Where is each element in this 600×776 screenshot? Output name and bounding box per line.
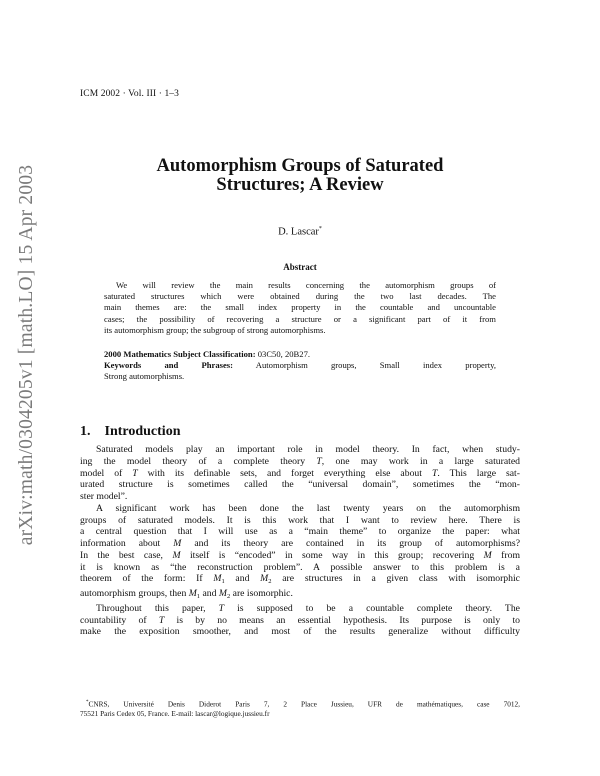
body-line: Saturated models play an important role in model theory. In fact, when study- <box>96 444 520 455</box>
msc-line <box>104 349 496 360</box>
keywords-line <box>104 360 496 371</box>
abstract-line: We will review the main results concerning the automorphism groups of <box>116 280 496 290</box>
footnote <box>80 698 520 719</box>
abstract-line: cases; the possibility of recovering a structure or a significant part of it from <box>104 313 496 324</box>
abstract-heading: Abstract <box>283 262 317 272</box>
body-line: model of T with its definable sets, and forget everything else about T. This large sat- <box>80 467 520 479</box>
abstract-line: its automorphism group; the subgroup of strong automorphisms. <box>104 324 326 335</box>
body-line: ing the model theory of a complete theory T, one may work in a large saturated <box>80 455 520 467</box>
paper-title <box>0 157 600 195</box>
keywords-value: Automorphism groups, Small index property, <box>255 360 496 371</box>
body-line: ster model”. <box>80 491 128 502</box>
arxiv-sidebar <box>12 160 42 550</box>
body-line: make the exposition smoother, and most of the results generalize without difficulty <box>80 626 520 638</box>
body-line: a central question that I will use as a “main theme” to organize the paper: what <box>80 526 520 538</box>
body-line: urated structure is sometimes called the “universal domain”, sometimes the “mon- <box>80 479 520 491</box>
section-number: 1. <box>80 424 91 439</box>
abstract-line: saturated structures which were obtained during the two last decades. The <box>104 291 496 302</box>
msc-label: 2000 Mathematics Subject Classification: <box>104 349 256 359</box>
abstract-line: main themes are: the small index property in the countable and uncountable <box>104 302 496 313</box>
abstract-text <box>104 280 496 336</box>
journal-header: ICM 2002 · Vol. III · 1–3 <box>80 89 179 99</box>
body-line: information about M and its theory are contained in its group of automorphisms? <box>80 538 520 549</box>
body-line: A significant work has been done the last twenty years on the automorphism <box>96 502 520 514</box>
body-line: it is known as “the reconstruction problem”. A possible answer to this problem is a <box>80 561 520 573</box>
footnote-mark: * <box>86 700 89 705</box>
title-line-2: Structures; A Review <box>216 175 384 195</box>
body-line: theorem of the form: If $M_1$ and $M_2$ are structures in a given class with isomorphic <box>80 573 520 586</box>
section-heading <box>80 424 180 440</box>
arxiv-identifier: arXiv:math/0304205v1 [math.LO] 15 Apr 2003 <box>16 164 37 546</box>
author <box>0 226 600 238</box>
body-line: Throughout this paper, T is supposed to be a countable complete theory. The <box>96 602 520 614</box>
keywords-line-2: Strong automorphisms. <box>104 371 185 382</box>
author-name: D. Lascar <box>278 226 319 238</box>
section-title: Introduction <box>104 424 181 439</box>
msc-value: 03C50, 20B27. <box>257 349 311 359</box>
title-line-1: Automorphism Groups of Saturated <box>156 156 444 176</box>
paper-metadata <box>104 349 496 383</box>
body-text <box>80 444 520 638</box>
footnote-line: 75521 Paris Cedex 05, France. E-mail: lascar@logique.jussieu.fr <box>80 709 270 719</box>
body-line: groups of saturated models. It is this work that I want to review here. There is <box>80 514 520 526</box>
author-footnote-mark: * <box>318 226 322 232</box>
body-line: automorphism groups, then $M_1$ and $M_2$ are isomorphic. <box>80 588 293 600</box>
body-line: countability of T is by no means an essential hypothesis. Its purpose is only to <box>80 614 520 626</box>
keywords-label: Keywords and Phrases: <box>104 360 234 371</box>
body-line: In the best case, M itself is “encoded” in some way in this group; recovering M from <box>80 549 520 561</box>
footnote-line: *CNRS, Université Denis Diderot Paris 7, 2 Place Jussieu, UFR de mathématiques, case 7012, <box>86 699 520 709</box>
